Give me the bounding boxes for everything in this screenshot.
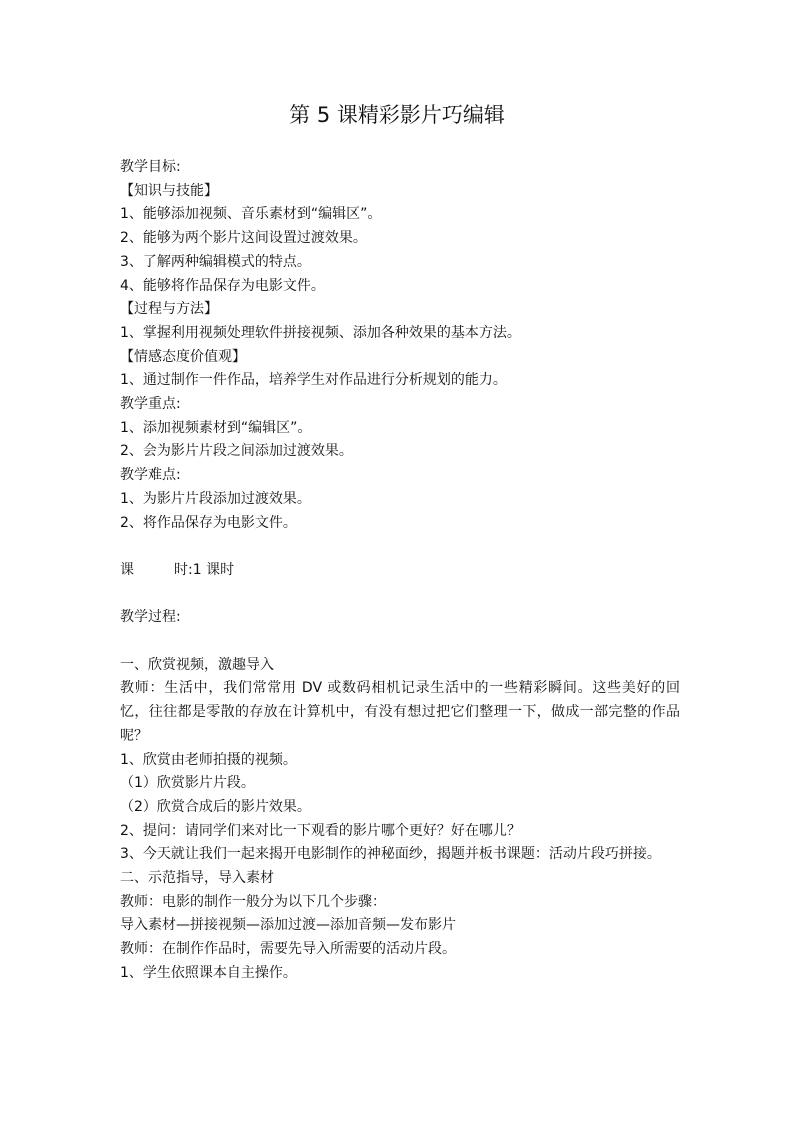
spacer (120, 630, 680, 654)
emotion-heading: 【情感态度价值观】 (120, 348, 246, 365)
process-heading: 【过程与方法】 (120, 301, 218, 318)
section2-heading: 二、示范指导，导入素材 (120, 870, 274, 887)
section1-heading: 一、欣赏视频，激趣导入 (120, 656, 274, 673)
list-item: 3、了解两种编辑模式的特点。 (120, 253, 311, 270)
list-item: 教师：电影的制作一般分为以下几个步骤： (120, 893, 386, 910)
difficulty-heading: 教学难点: (120, 467, 181, 484)
class-hours-label: 课 (120, 561, 134, 578)
knowledge-heading: 【知识与技能】 (120, 182, 218, 199)
spacer (120, 583, 680, 607)
class-hours-value: 时:1 课时 (174, 561, 235, 578)
key-points-heading: 教学重点: (120, 396, 181, 413)
list-item: 1、掌握利用视频处理软件拼接视频、添加各种效果的基本方法。 (120, 324, 521, 341)
list-item: 4、能够将作品保存为电影文件。 (120, 277, 325, 294)
list-item: 2、会为影片片段之间添加过渡效果。 (120, 443, 353, 460)
list-item: 1、为影片片段添加过渡效果。 (120, 490, 311, 507)
list-item: 1、能够添加视频、音乐素材到“编辑区”。 (120, 206, 382, 223)
document-body (120, 156, 680, 986)
list-item: （1）欣赏影片片段。 (120, 775, 255, 792)
list-item: 导入素材—拼接视频—添加过渡—添加音频—发布影片 (120, 917, 456, 934)
section1-paragraph: 教师：生活中，我们常常用 DV 或数码相机记录生活中的一些精彩瞬间。这些美好的回忆，往往都是零散的存放在计算机中，有没有想过把它们整理一下，做成一部完整的作品呢？ (120, 680, 680, 744)
objectives-heading: 教学目标: (120, 159, 181, 175)
list-item: 1、通过制作一件作品，培养学生对作品进行分析规划的能力。 (120, 372, 507, 389)
list-item: 1、学生依照课本自主操作。 (120, 964, 297, 981)
list-item: 2、将作品保存为电影文件。 (120, 514, 297, 531)
page-title: 第 5 课精彩影片巧编辑 (289, 103, 505, 127)
section1-paragraph-2: 3、今天就让我们一起来揭开电影制作的神秘面纱，揭题并板书课题：活动片段巧拼接。 (120, 846, 661, 863)
teaching-process-title: 教学过程: (120, 609, 181, 626)
list-item: 1、添加视频素材到“编辑区”。 (120, 419, 312, 436)
list-item: （2）欣赏合成后的影片效果。 (120, 798, 311, 815)
spacer (120, 535, 680, 559)
class-hours (120, 559, 680, 583)
list-item: 教师：在制作作品时，需要先导入所需要的活动片段。 (120, 941, 456, 958)
list-item: 2、能够为两个影片这间设置过渡效果。 (120, 230, 367, 247)
list-item: 2、提问：请同学们来对比一下观看的影片哪个更好？好在哪儿？ (120, 822, 521, 839)
list-item: 1、欣赏由老师拍摄的视频。 (120, 751, 297, 768)
